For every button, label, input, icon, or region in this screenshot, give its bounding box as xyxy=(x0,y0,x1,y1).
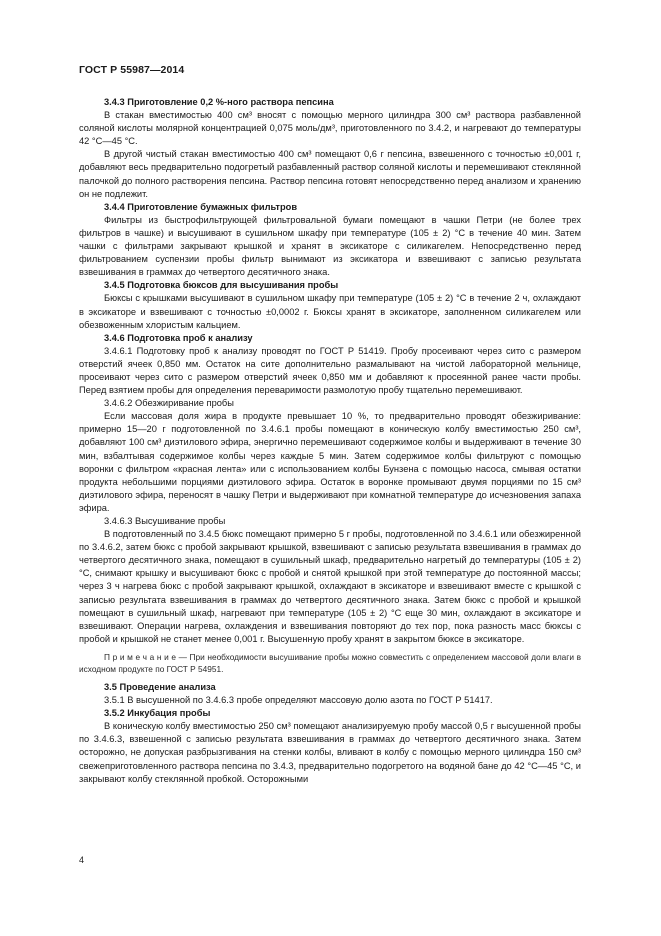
section-heading: 3.4.4 Приготовление бумажных фильтров xyxy=(104,201,298,212)
subsection-title: 3.5.1 В высушенной по 3.4.6.3 пробе определяют массовую долю азота по ГОСТ Р 51417. xyxy=(104,695,493,706)
body-paragraph: Фильтры из быстрофильтрующей фильтровальной бумаги помещают в чашки Петри (не более трех фильтров в чашке) и высушивают в сушильном шкафу при температуре (105 ± 2) °С в течение 40 мин. Затем чашки с фильтрами закрывают крышкой и хранят в эксикаторе с силикагелем. Непосредственно перед фильтрованием суспензии пробы фильтр вынимают из эксикатора и взвешивают с записью результата взвешивания в граммах до четвертого десятичного знака. xyxy=(79,214,581,278)
body-paragraph: В подготовленный по 3.4.5 бюкс помещают примерно 5 г пробы, подготовленной по 3.4.6.1 или обезжиренной по 3.4.6.2, затем бюкс с пробой закрывают крышкой, взвешивают с записью результата взвешивания в граммах до четвертого десятичного знака, помещают в сушильный шкаф, предварительно нагретый до температуры (105 ± 2) °С, снимают крышку и высушивают бюкс с пробой и снятой крышкой при этой температуре до постоянной массы; через 3 ч нагрева бюкс с пробой закрывают крышкой, охлаждают в эксикаторе и взвешивают вместе с крышкой с записью результата взвешивания в граммах до четвертого десятичного знака. Затем бюкс с пробой и крышкой помещают в сушильный шкаф, нагревают при температуре (105 ± 2) °С еще 30 мин, охлаждают в эксикаторе и взвешивают. Операции нагрева, охлаждения и взвешивания повторяют до тех пор, пока разность масс бюксы с пробой и крышкой не станет менее 0,001 г. Высушенную пробу хранят в закрытом бюксе в эксикаторе. xyxy=(79,529,581,644)
body-paragraph: В стакан вместимостью 400 см³ вносят с помощью мерного цилиндра 300 см³ раствора разбавленной соляной кислоты молярной концентрацией 0,075 моль/дм³, приготовленного по 3.4.2, и нагревают до температуры 42 °С—45 °С. xyxy=(79,110,581,147)
note-paragraph: П р и м е ч а н и е — При необходимости высушивание пробы можно совместить с определением массовой доли влаги в исходном продукте по ГОСТ Р 54951. xyxy=(79,651,581,674)
subsection-title: 3.4.6.2 Обезжиривание пробы xyxy=(104,398,234,409)
body-paragraph: 3.4.6.1 Подготовку проб к анализу проводят по ГОСТ Р 51419. Пробу просеивают через сито с размером отверстий ячеек 0,850 мм. Остаток на сите дополнительно размалывают на чистой лабораторной мельнице, просеивают через сито с размером отверстий ячеек 0,850 мм и добавляют к просеянной ранее части пробы. Перед взятием пробы для определения переваримости размолотую пробу тщательно перемешивают. xyxy=(79,345,581,396)
body-paragraph: Бюксы с крышками высушивают в сушильном шкафу при температуре (105 ± 2) °С в течение 2 ч, охлаждают в эксикаторе и взвешивают с точностью ±0,0002 г. Бюксы хранят в эксикаторе, заполненном силикагелем или обезвоженным хлористым кальцием. xyxy=(79,293,581,330)
section-heading: 3.4.6 Подготовка проб к анализу xyxy=(104,332,253,343)
body-paragraph: В другой чистый стакан вместимостью 400 см³ помещают 0,6 г пепсина, взвешенного с точностью ±0,001 г, добавляют весь предварительно подогретый разбавленный раствор соляной кислоты и перемешивают стеклянной палочкой до полного растворения пепсина. Раствор пепсина готовят непосредственно перед анализом и хранению он не подлежит. xyxy=(79,149,581,199)
page-number: 4 xyxy=(79,855,85,865)
subsection-title: 3.4.6.3 Высушивание пробы xyxy=(104,516,226,526)
document-header: ГОСТ Р 55987—2014 xyxy=(79,64,185,76)
document-body xyxy=(79,96,581,786)
section-heading: 3.4.5 Подготовка бюксов для высушивания пробы xyxy=(104,280,339,291)
section-heading: 3.5 Проведение анализа xyxy=(104,681,216,692)
body-paragraph: Если массовая доля жира в продукте превышает 10 %, то предварительно проводят обезжиривание: примерно 15—20 г подготовленной по 3.4.6.1 пробы помещают в коническую колбу вместимостью 250 см³, добавляют 100 см³ диэтилового эфира, энергично перемешивают содержимое колбы и выдерживают в течение 30 мин, взбалтывая содержимое колбы через каждые 5 мин. Затем содержимое колбы фильтруют с помощью воронки с фильтром «красная лента» или с использованием колбы Бунзена с помощью насоса, смывая остатки продукта небольшими порциями диэтилового эфира. Остаток в воронке промывают двумя порциями по 15 см³ диэтилового эфира, переносят в чашку Петри и выдерживают при комнатной температуре до исчезновения запаха эфира. xyxy=(79,411,581,513)
section-heading: 3.5.2 Инкубация пробы xyxy=(104,708,211,719)
body-paragraph: В коническую колбу вместимостью 250 см³ помещают анализируемую пробу массой 0,5 г высушенной пробы по 3.4.6.3, взвешенной с записью результата взвешивания в граммах до четвертого десятичного знака. Затем осторожно, не допуская разбрызгивания на стенки колбы, вливают в колбу с помощью мерного цилиндра 150 см³ свежеприготовленного раствора пепсина по 3.4.3, предварительно подогретого на водяной бане до 42 °С—45 °С, и закрывают колбу стеклянной пробкой. Осторожными xyxy=(79,721,581,784)
section-heading: 3.4.3 Приготовление 0,2 %-ного раствора пепсина xyxy=(104,97,334,107)
